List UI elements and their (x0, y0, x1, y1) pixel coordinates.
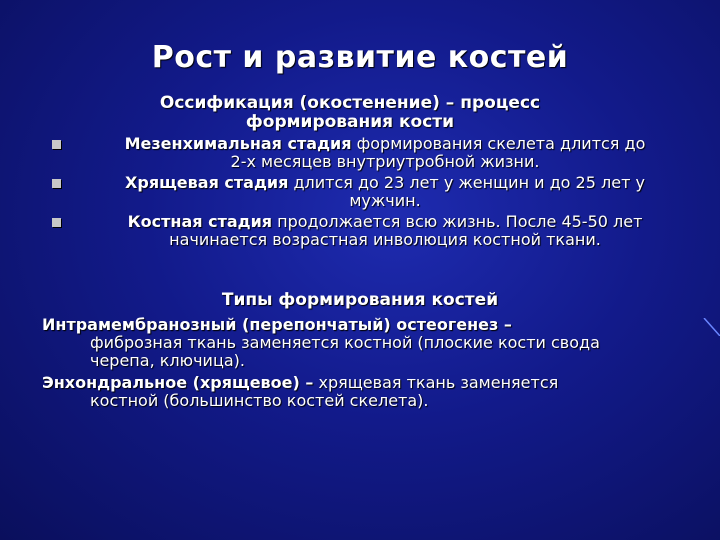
stage-desc-cont: мужчин. (349, 191, 421, 210)
subtitle-line-2: формирования кости (245, 112, 455, 132)
stage-desc-cont: начинается возрастная инволюция костной ткани. (169, 230, 601, 249)
stage-term: Хрящевая стадия (125, 173, 289, 192)
stage-desc-cont: 2-х месяцев внутриутробной жизни. (230, 152, 540, 171)
stage-term: Костная стадия (127, 212, 273, 231)
types-list (42, 316, 682, 410)
type-desc-cont: черепа, ключица). (90, 351, 245, 370)
type-desc-cont: костной (большинство костей скелета). (90, 391, 429, 410)
square-bullet-icon (52, 140, 61, 149)
type-desc: фиброзная ткань заменяется костной (плоские кости свода (90, 333, 600, 352)
type-desc: хрящевая ткань заменяется (313, 373, 559, 392)
stage-term: Мезенхимальная стадия (124, 134, 352, 153)
stage-item-mesenchymal (0, 135, 720, 171)
square-bullet-icon (52, 179, 61, 188)
type-item-endochondral (42, 374, 682, 410)
slide-title: Рост и развитие костей (151, 40, 569, 75)
stage-item-cartilage (0, 174, 720, 210)
stage-desc: длится до 23 лет у женщин и до 25 лет у (288, 173, 645, 192)
types-heading: Типы формирования костей (221, 290, 499, 310)
slide-subtitle (100, 94, 600, 132)
square-bullet-icon (52, 218, 61, 227)
stage-text (95, 135, 675, 171)
subtitle-line-1: Оссификация (окостенение) – процесс (159, 93, 541, 113)
stages-list (0, 135, 720, 249)
stage-text (95, 174, 675, 210)
stage-desc: продолжается всю жизнь. После 45-50 лет (272, 212, 643, 231)
stage-item-bone (0, 213, 720, 249)
type-term: Энхондральное (хрящевое) – (42, 373, 314, 392)
corner-decoration-icon (702, 318, 720, 336)
type-term: Интрамембранозный (перепончатый) остеогенез – (42, 315, 512, 334)
stage-desc: формирования скелета длится до (351, 134, 646, 153)
stage-text (95, 213, 675, 249)
type-item-intramembranous (42, 316, 682, 370)
